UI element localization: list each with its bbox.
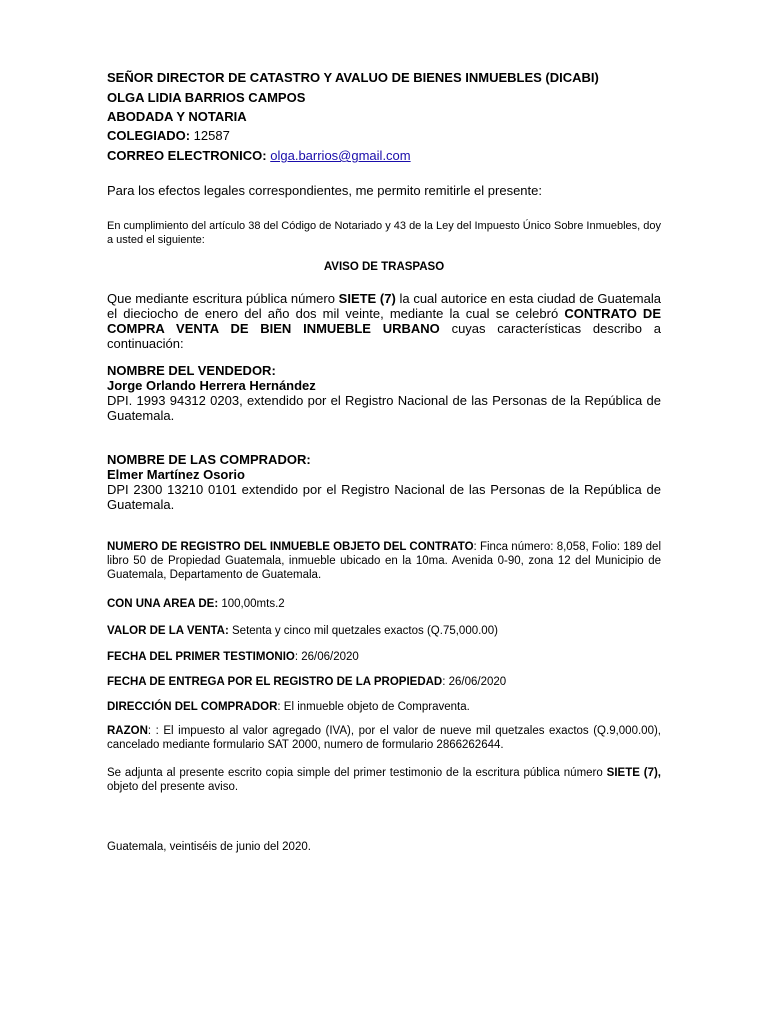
seller-label: NOMBRE DEL VENDEDOR: [107, 363, 276, 378]
registry-paragraph: NUMERO DE REGISTRO DEL INMUEBLE OBJETO DEL CONTRATO: Finca número: 8,058, Folio: 189 del libro 50 de Propiedad Guatemala, inmueble ubicado en la 10ma. Avenida 0-90, zona 12 del Municipio de Guatemala, Departamento de Guatemala. [107, 541, 661, 581]
intro-paragraph: Para los efectos legales correspondientes, me permito remitirle el presente: [107, 183, 542, 198]
notary-profession: ABODADA Y NOTARIA [107, 109, 247, 124]
closing-line: Guatemala, veintiséis de junio del 2020. [107, 841, 311, 853]
sale-value-line: VALOR DE LA VENTA: Setenta y cinco mil quetzales exactos (Q.75,000.00) [107, 625, 498, 637]
buyer-dpi: DPI 2300 13210 0101 extendido por el Registro Nacional de las Personas de la República de Guatemala. [107, 482, 661, 512]
buyer-address-line: DIRECCIÓN DEL COMPRADOR: El inmueble objeto de Compraventa. [107, 701, 470, 713]
document-title: AVISO DE TRASPASO [323, 261, 445, 273]
legal-basis-paragraph: En cumplimiento del artículo 38 del Código de Notariado y 43 de la Ley del Impuesto Único Sobre Inmuebles, doy a usted el siguiente: [107, 220, 661, 246]
seller-section [107, 363, 661, 423]
buyer-label: NOMBRE DE LAS COMPRADOR: [107, 452, 311, 467]
notary-name: OLGA LIDIA BARRIOS CAMPOS [107, 90, 306, 105]
recipient-line: SEÑOR DIRECTOR DE CATASTRO Y AVALUO DE BIENES INMUEBLES (DICABI) [107, 70, 599, 85]
seller-dpi: DPI. 1993 94312 0203, extendido por el Registro Nacional de las Personas de la República de Guatemala. [107, 393, 661, 423]
buyer-name: Elmer Martínez Osorio [107, 467, 245, 482]
colegiado-line: COLEGIADO: 12587 [107, 128, 230, 143]
attachment-paragraph: Se adjunta al presente escrito copia simple del primer testimonio de la escritura pública número SIETE (7), objeto del presente aviso. [107, 767, 661, 793]
delivery-date-line: FECHA DE ENTREGA POR EL REGISTRO DE LA PROPIEDAD: 26/06/2020 [107, 676, 507, 688]
area-line: CON UNA AREA DE: 100,00mts.2 [107, 598, 285, 610]
first-testimony-line: FECHA DEL PRIMER TESTIMONIO: 26/06/2020 [107, 651, 359, 663]
email-link[interactable]: olga.barrios@gmail.com [270, 148, 411, 163]
email-line: CORREO ELECTRONICO: olga.barrios@gmail.com [107, 148, 411, 163]
seller-name: Jorge Orlando Herrera Hernández [107, 378, 316, 393]
reason-paragraph: RAZON: : El impuesto al valor agregado (IVA), por el valor de nueve mil quetzales exactos (Q.9,000.00), cancelado mediante formulario SAT 2000, numero de formulario 2866262644. [107, 725, 661, 751]
contract-paragraph: Que mediante escritura pública número SIETE (7) la cual autorice en esta ciudad de Guatemala el dieciocho de enero del año dos mil veinte, mediante la cual se celebró CONTRATO DE COMPRA VENTA DE BIEN INMUEBLE URBANO cuyas características describo a continuación: [107, 291, 661, 351]
buyer-section [107, 452, 661, 512]
